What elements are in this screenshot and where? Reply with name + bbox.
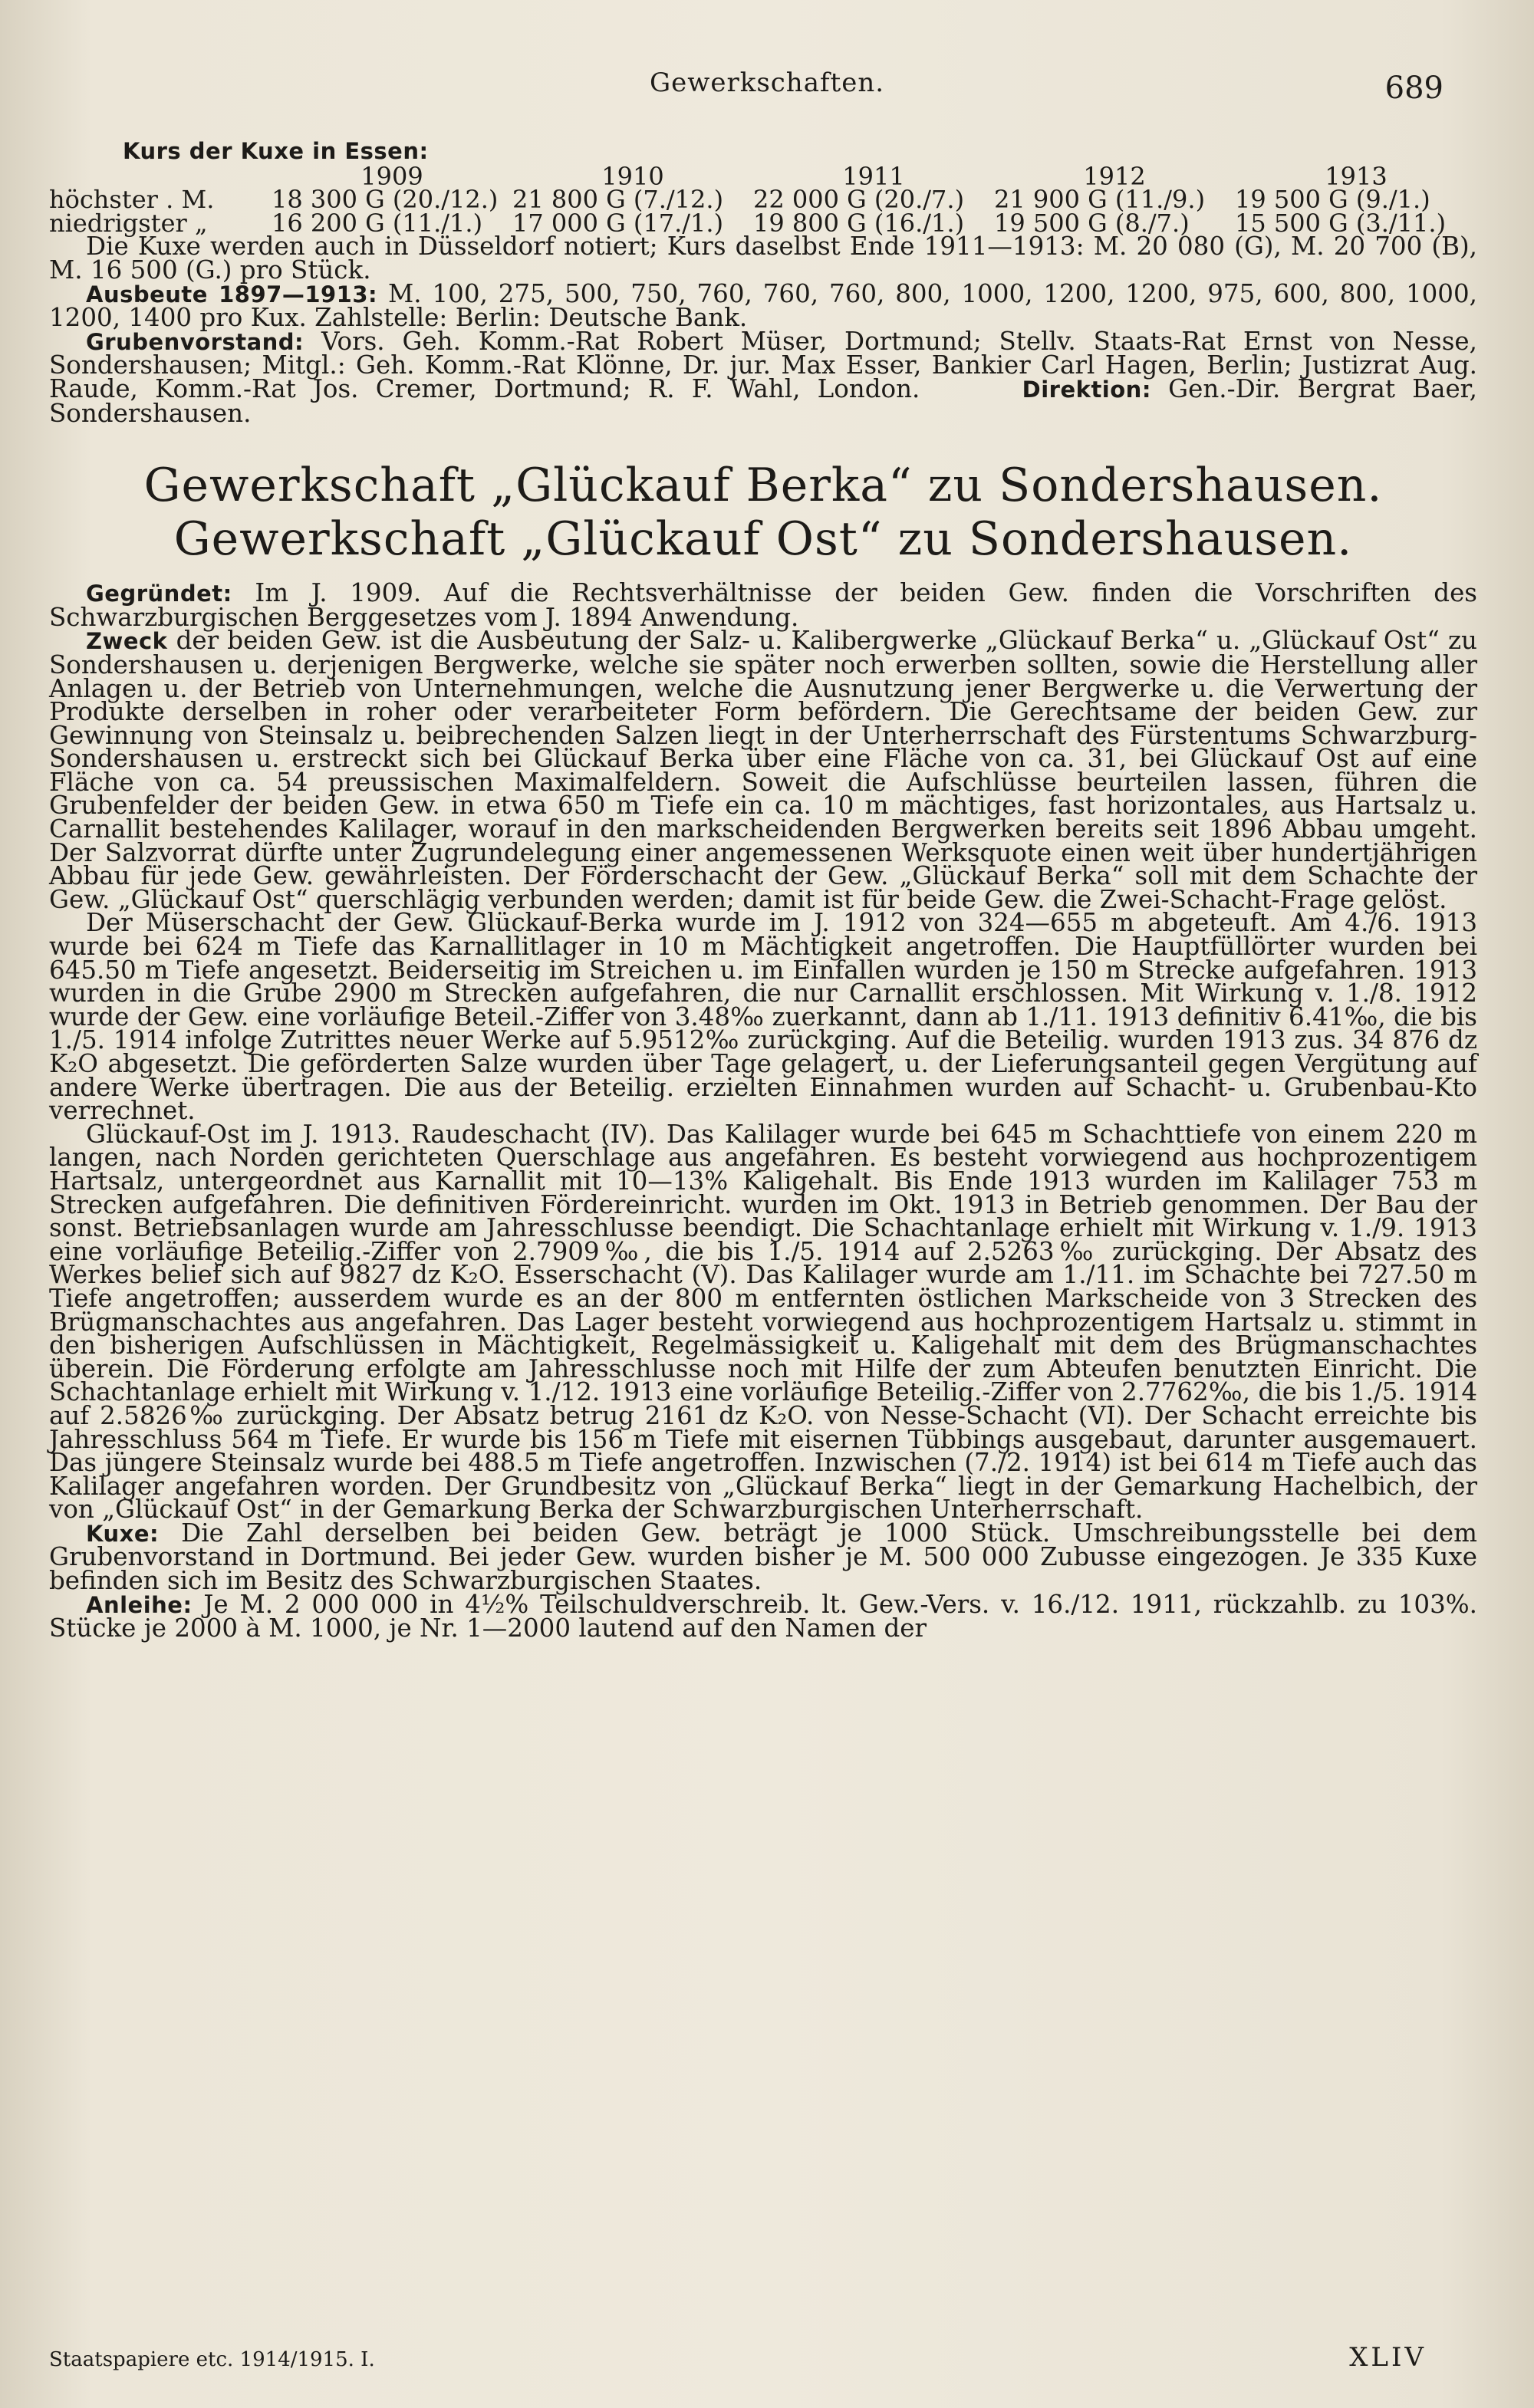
grubenvorstand-paragraph [49, 326, 1477, 428]
signature-mark: XLIV [1349, 2342, 1427, 2373]
ausbeute-text: M. 100, 275, 500, 750, 760, 760, 760, 800, 1000, 1200, 1200, 975, 600, 800, 1000, 1200, 1400 pro Kux. Zahlstelle: Berlin: Deutsche Bank. [49, 278, 1477, 333]
kuxe-paragraph [49, 1518, 1477, 1596]
ost-paragraph: Glückauf-Ost im J. 1913. Raudeschacht (IV). Das Kalilager wurde bei 645 m Schachttiefe von einem 220 m langen, nach Norden gerichteten Querschlage aus angefahren. Es besteht vorwiegend aus hochprozentigem Hartsalz, untergeordnet aus Karnallit mit 10—13% Kaligehalt. Bis Ende 1913 wurden im Kalilager 753 m Strecken aufgefahren. Die definitiven Fördereinricht. wurden im Okt. 1913 in Betrieb genommen. Der Bau der sonst. Betriebsanlagen wurde am Jahresschlusse beendigt. Die Schachtanlage erhielt mit Wirkung v. 1./9. 1913 eine vorläufige Beteilig.-Ziffer von 2.7909‰, die bis 1./5. 1914 auf 2.5263‰ zurückging. Der Absatz des Werkes belief sich auf 9827 dz K₂O. Esserschacht (V). Das Kalilager wurde am 1./11. im Schachte bei 727.50 m Tiefe angetroffen; ausserdem wurde es an der 800 m entfernten östlichen Markscheide von 3 Strecken des Brügmanschachtes aus angefahren. Das Lager besteht vorwiegend aus hochprozentigem Hartsalz u. stimmt in den bisherigen Aufschlüssen in Mächtigkeit, Regelmässigkeit u. Kaligehalt mit dem des Brügmanschachtes überein. Die Förderung erfolgte am Jahresschlusse noch mit Hilfe der zum Abteufen benutzten Einricht. Die Schachtanlage erhielt mit Wirkung v. 1./12. 1913 eine vorläufige Beteilig.-Ziffer von 2.7762‰, die bis 1./5. 1914 auf 2.5826‰ zurückging. Der Absatz betrug 2161 dz K₂O. von Nesse-Schacht (VI). Der Schacht erreichte bis Jahresschluss 564 m Tiefe. Er wurde bis 156 m Tiefe mit eisernen Tübbings ausgebaut, darunter ausgemauert. Das jüngere Steinsalz wurde bei 488.5 m Tiefe angetroffen. Inzwischen (7./2. 1914) ist bei 614 m Tiefe auch das Kalilager angefahren worden. Der Grundbesitz von „Glückauf Berka“ liegt in der Gemarkung Hachelbich, der von „Glückauf Ost“ in der Gemarkung Berka der Schwarzburgischen Unterherrschaft. [49, 1119, 1477, 1525]
kurs-cell: 19 500 G (8./7.) [994, 208, 1190, 238]
page-content [49, 138, 1477, 1643]
anleihe-label: Anleihe: [86, 1591, 193, 1618]
kurs-year: 1910 [601, 161, 664, 191]
kurs-cell: 21 800 G (7./12.) [512, 185, 724, 215]
kurs-cell: 16 200 G (11./1.) [272, 208, 483, 238]
kurs-cell: 19 800 G (16./1.) [753, 208, 965, 238]
gegruendet-label: Gegründet: [86, 581, 232, 607]
kurs-cell: 18 300 G (20./12.) [272, 185, 499, 215]
zweck-paragraph [49, 626, 1477, 914]
kuxe-label: Kuxe: [86, 1520, 160, 1547]
spacer [49, 425, 1477, 459]
gegruendet-paragraph [49, 578, 1477, 632]
kurs-note: Die Kuxe werden auch in Düsseldorf notiert; Kurs daselbst Ende 1911—1913: M. 20 080 (G), M. 20 700 (B), M. 16 500 (G.) pro Stück. [49, 232, 1477, 285]
kurs-row-label: höchster . M. [49, 185, 215, 215]
kurs-year: 1912 [1083, 161, 1146, 191]
section-title: Gewerkschaft „Glückauf Berka“ zu Sondershausen. [143, 459, 1383, 513]
kurs-year: 1913 [1325, 161, 1388, 191]
kurs-year: 1911 [842, 161, 905, 191]
ausbeute-label: Ausbeute 1897—1913: [86, 281, 378, 308]
anleihe-text: Je M. 2 000 000 in 4½% Teilschuldverschreib. lt. Gew.-Vers. v. 16./12. 1911, rückzahlb. zu 103%. Stücke je 2000 à M. 1000, je Nr. 1—2000 lautend auf den Namen der [49, 1589, 1477, 1643]
kurs-cell: 17 000 G (17./1.) [512, 208, 724, 238]
direktion-label: Direktion: [1022, 376, 1151, 403]
footer-source: Staatspapiere etc. 1914/1915. I. [49, 2348, 375, 2371]
grubenvorstand-text: Vors. Geh. Komm.-Rat Robert Müser, Dortmund; Stellv. Staats-Rat Ernst von Nesse, Sondershausen; Mitgl.: Geh. Komm.-Rat Klönne, Dr. jur. Max Esser, Bankier Carl Hagen, Berlin; Justizrat Aug. Raude, Komm.-Rat Jos. Cremer, Dortmund; R. F. Wahl, London. [49, 326, 1477, 403]
kurs-year: 1909 [360, 161, 423, 191]
kurs-heading: Kurs der Kuxe in Essen: [123, 138, 429, 164]
mueserschacht-paragraph: Der Müserschacht der Gew. Glückauf-Berka wurde im J. 1912 von 324—655 m abgeteuft. Am 4./6. 1913 wurde bei 624 m Tiefe das Karnallitlager in 10 m Mächtigkeit angetroffen. Die Hauptfüllörter wurden bei 645.50 m Tiefe angesetzt. Beiderseitig im Streichen u. im Einfallen wurden je 150 m Strecke aufgefahren. 1913 wurden in die Grube 2900 m Strecken aufgefahren, die nur Carnallit erschlossen. Mit Wirkung v. 1./8. 1912 wurde der Gew. eine vorläufige Beteil.-Ziffer von 3.48‰ zuerkannt, dann ab 1./11. 1913 definitiv 6.41‰, die bis 1./5. 1914 infolge Zutrittes neuer Werke auf 5.9512‰ zurückging. Auf die Beteilig. wurden 1913 zus. 34 876 dz K₂O abgesetzt. Die geförderten Salze wurden über Tage gelagert, u. der Lieferungsanteil gegen Vergütung auf andere Werke übertragen. Die aus der Beteilig. erzielten Einnahmen wurden auf Schacht- u. Grubenbau-Kto verrechnet. [49, 908, 1477, 1126]
kurs-cell: 15 500 G (3./11.) [1235, 208, 1447, 238]
kurs-row-label: niedrigster „ [49, 208, 208, 238]
zweck-label: Zweck [86, 628, 168, 655]
anleihe-paragraph [49, 1589, 1477, 1643]
grubenvorstand-label: Grubenvorstand: [86, 328, 304, 355]
kuxe-text: Die Zahl derselben bei beiden Gew. beträgt je 1000 Stück. Umschreibungsstelle bei dem Grubenvorstand in Dortmund. Bei jeder Gew. wurden bisher je M. 500 000 Zubusse eingezogen. Je 335 Kuxe befinden sich im Besitz des Schwarzburgischen Staates. [49, 1518, 1477, 1596]
section-title: Gewerkschaft „Glückauf Ost“ zu Sondershausen. [173, 512, 1353, 567]
zweck-text: der beiden Gew. ist die Ausbeutung der Salz- u. Kalibergwerke „Glückauf Berka“ u. „Glückauf Ost“ zu Sondershausen u. derjenigen Bergwerke, welche sie später noch erwerben sollten, sowie die Herstellung aller Anlagen u. der Betrieb von Unternehmungen, welche die Ausnutzung jener Bergwerke u. die Verwertung der Produkte derselben in roher oder verarbeiteter Form befördern. Die Gerechtsame der beiden Gew. zur Gewinnung von Steinsalz u. beibrechenden Salzen liegt in der Unterherrschaft des Fürstentums Schwarzburg-Sondershausen u. erstreckt sich bei Glückauf Berka über eine Fläche von ca. 31, bei Glückauf Ost auf eine Fläche von ca. 54 preussischen Maximalfeldern. Soweit die Aufschlüsse beurteilen lassen, führen die Grubenfelder der beiden Gew. in etwa 650 m Tiefe ein ca. 10 m mächtiges, fast horizontales, aus Hartsalz u. Carnallit bestehendes Kalilager, worauf in den markscheidenden Bergwerken bereits seit 1896 Abbau umgeht. Der Salzvorrat dürfte unter Zugrundelegung einer angemessenen Werksquote einen weit über hundertjährigen Abbau für jede Gew. gewährleisten. Der Förderschacht der Gew. „Glückauf Berka“ soll mit dem Schachte der Gew. „Glückauf Ost“ querschlägig verbunden werden; damit ist für beide Gew. die Zwei-Schacht-Frage gelöst. [49, 626, 1477, 914]
running-head: Gewerkschaften. [649, 67, 885, 98]
kurs-table [49, 161, 1477, 238]
kurs-cell: 19 500 G (9./1.) [1235, 185, 1430, 215]
gegruendet-text: Im J. 1909. Auf die Rechtsverhältnisse der beiden Gew. finden die Vorschriften des Schwarzburgischen Berggesetzes vom J. 1894 Anwendung. [49, 578, 1477, 632]
kurs-cell: 22 000 G (20./7.) [753, 185, 965, 215]
page-number: 689 [1384, 71, 1443, 106]
direktion-text: Gen.-Dir. Bergrat Baer, Sondershausen. [49, 373, 1477, 428]
kurs-cell: 21 900 G (11./9.) [994, 185, 1206, 215]
ausbeute-paragraph [49, 278, 1477, 333]
